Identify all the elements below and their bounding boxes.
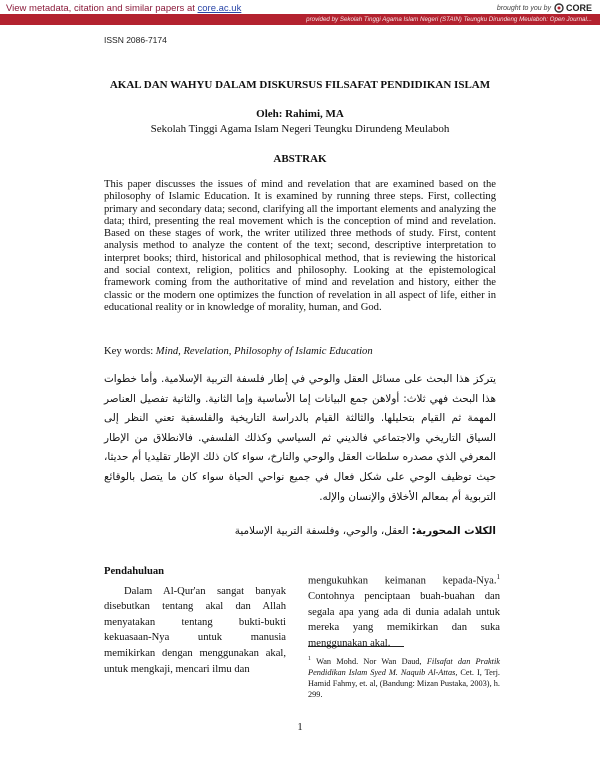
core-logo-text: CORE [565, 3, 592, 13]
footnote [308, 654, 500, 701]
abstract-text: This paper discusses the issues of mind and revelation that are examined based on the philosophy of Islamic Education. It is examined by running three steps. First, collecting primary and secondary data; second, clarifying all the important elements and analyzing the data; third, presenting the real movement which is the conception of mind and revelation. Based on these stages of work, the writer utilized three methods of study. First, content analysis method to analyze the content of the text; second, descriptive interpretation to interpret books; third, historical and philosophical method, that is reviewing the historical and social context, religion, politics and philosophy. Looking at the epistemological framework coming from the authoritative of mind and revelation and history, either the classic or the modern one optimizes the function of revelation in all aspect of life, either in educational reality or in knowledge of morality, human, and God. [104, 179, 496, 313]
paper-title: AKAL DAN WAHYU DALAM DISKURSUS FILSAFAT PENDIDIKAN ISLAM [109, 79, 491, 91]
intro-right-text: mengukuhkan keimanan kepada-Nya. [308, 575, 497, 587]
page-number: 1 [297, 722, 303, 733]
footnote-book-title: Filsafat dan Praktik Pendidikan Islam Syed M. Naquib Al-Attas [308, 656, 500, 677]
footnote-divider [308, 646, 404, 647]
intro-right-column [308, 570, 500, 652]
core-logo-icon [554, 3, 564, 13]
institution: Sekolah Tinggi Agama Islam Negeri Teungku Dirundeng Meulaboh [150, 123, 450, 135]
intro-heading: Pendahuluan [104, 566, 165, 577]
intro-right-text-2: Contohnya penciptaan buah-buahan dan segala apa yang ada di dunia adalah untuk mereka yang memikirkan dan suka menggunakan akal. [308, 591, 500, 649]
intro-right-paragraph [308, 570, 500, 652]
footnote-author: Wan Mohd. Nor Wan Daud, [311, 656, 427, 666]
intro-left-column [104, 564, 286, 677]
author: Oleh: Rahimi, MA [256, 108, 344, 120]
issn: ISSN 2086-7174 [104, 35, 167, 45]
footnote-number: 1 [308, 656, 311, 662]
footnote-details: , Cet. I, Terj. Hamid Fahmy, et. al, (Bandung: Mizan Pustaka, 2003), h. 299. [308, 667, 500, 700]
provider-strip [0, 14, 600, 25]
core-branding [497, 3, 592, 13]
provider-text[interactable]: provided by Sekolah Tinggi Agama Islam Negeri (STAIN) Teungku Dirundeng Meulaboh: Open Journal... [306, 16, 592, 23]
arabic-keywords-value: العقل، والوحي، وفلسفة التربية الإسلامية [234, 525, 412, 537]
intro-left-text: Dalam Al-Qur'an sangat banyak disebutkan tentang akal dan Allah menyatakan tentang bukti-bukti kekuasaan-Nya untuk manusia memikirkan dengan menggunakan akal, untuk mengkaji, mencari ilmu dan [104, 585, 286, 675]
footnote-ref[interactable]: 1 [496, 573, 500, 581]
arabic-abstract: يتركز هذا البحث على مسائل العقل والوحي في إطار فلسفة التربية الإسلامية. وأما خطوات هذا البحث فهي ثلاث: أولاهن جمع البيانات إما الأساسية وإما الثانية. والثانية تفصيل العناصر المهمة ثم القيام بتحليلها. والثالثة القيام بالدراسة التاريخية والفلسفية تعني النظر إلى السياق التاريخي والاجتماعي فالديني ثم السياسي وكذلك الفلسفي. فالانطلاق من الإطار المعرفي الذي مصدره سلطات العقل والوحي والتارخ، سواء كان ذلك الإطار تقليديا أم حديثا، حيث توظيف الوحي على شكل فعال في جميع نواحي الحياة سواء كان ما يتصل بالوقائع التربوية أم بمعالم الأخلاق والإنسان والإله. [104, 373, 496, 503]
keywords-value: Mind, Revelation, Philosophy of Islamic Education [155, 346, 373, 357]
core-metadata-link[interactable] [6, 3, 241, 14]
keywords-label: Key words: [104, 346, 156, 357]
abstract-heading: ABSTRAK [273, 153, 327, 165]
core-link-prefix: View metadata, citation and similar papers at [6, 3, 198, 14]
brought-by-text: brought to you by [496, 4, 551, 12]
core-link[interactable]: core.ac.uk [197, 3, 242, 14]
core-logo[interactable] [554, 3, 592, 13]
arabic-keywords [104, 525, 496, 537]
keywords [104, 346, 496, 357]
arabic-keywords-label: الكلات المحورية: [411, 525, 496, 537]
